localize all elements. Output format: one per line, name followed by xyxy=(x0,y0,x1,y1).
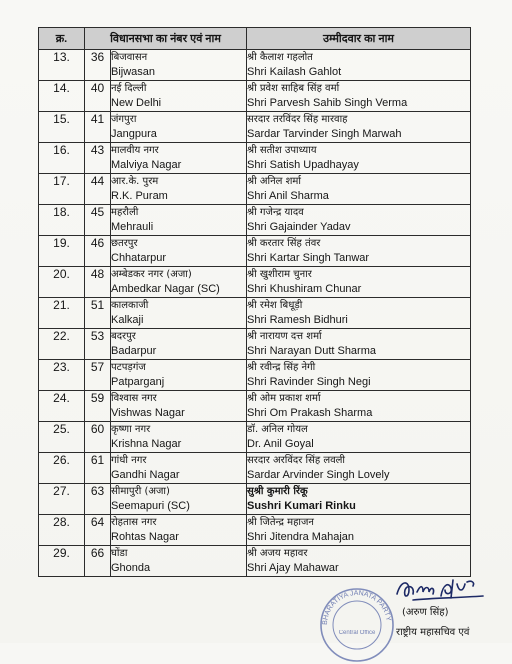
constituency-number: 51 xyxy=(85,298,111,329)
candidate-name-english: Shri Narayan Dutt Sharma xyxy=(247,345,376,357)
constituency-number: 64 xyxy=(85,515,111,546)
candidate-cell xyxy=(247,360,471,391)
constituency-name-hindi: कृष्णा नगर xyxy=(111,424,151,435)
table-row xyxy=(39,515,471,546)
table-row xyxy=(39,391,471,422)
table-row xyxy=(39,360,471,391)
constituency-name-english: Ambedkar Nagar (SC) xyxy=(111,283,220,295)
constituency-name-hindi: आर.के. पुरम xyxy=(111,176,159,187)
candidate-cell xyxy=(247,112,471,143)
constituency-name-english: Jangpura xyxy=(111,128,157,140)
candidate-cell xyxy=(247,267,471,298)
constituency-cell xyxy=(111,329,247,360)
constituency-cell xyxy=(111,112,247,143)
constituency-cell xyxy=(111,143,247,174)
table-row xyxy=(39,236,471,267)
candidate-name-english: Sushri Kumari Rinku xyxy=(247,500,356,512)
constituency-name-english: Bijwasan xyxy=(111,66,156,78)
constituency-number: 45 xyxy=(85,205,111,236)
candidate-cell xyxy=(247,546,471,577)
constituency-number: 63 xyxy=(85,484,111,515)
constituency-cell xyxy=(111,391,247,422)
serial-number: 24. xyxy=(39,391,85,422)
constituency-cell xyxy=(111,453,247,484)
candidate-name-hindi: श्री प्रवेश साहिब सिंह वर्मा xyxy=(247,83,340,94)
constituency-number: 41 xyxy=(85,112,111,143)
candidate-cell xyxy=(247,205,471,236)
table-row xyxy=(39,298,471,329)
candidate-name-hindi: श्री करतार सिंह तंवर xyxy=(247,238,321,249)
serial-number: 25. xyxy=(39,422,85,453)
candidate-name-hindi: श्री ओम प्रकाश शर्मा xyxy=(247,393,321,404)
constituency-name-english: R.K. Puram xyxy=(111,190,168,202)
serial-number: 29. xyxy=(39,546,85,577)
constituency-name-english: Patparganj xyxy=(111,376,165,388)
serial-number: 14. xyxy=(39,81,85,112)
signer-name: (अरुण सिंह) xyxy=(402,607,449,618)
constituency-name-english: New Delhi xyxy=(111,97,162,109)
candidate-cell xyxy=(247,236,471,267)
candidate-name-english: Shri Ajay Mahawar xyxy=(247,562,339,574)
candidate-cell xyxy=(247,422,471,453)
constituency-name-english: Gandhi Nagar xyxy=(111,469,180,481)
serial-number: 18. xyxy=(39,205,85,236)
constituency-cell xyxy=(111,484,247,515)
serial-number: 19. xyxy=(39,236,85,267)
candidate-name-hindi: श्री जितेन्द्र महाजन xyxy=(247,517,314,528)
party-seal xyxy=(318,586,396,664)
candidate-name-english: Shri Gajainder Yadav xyxy=(247,221,351,233)
table-row xyxy=(39,453,471,484)
table-row xyxy=(39,174,471,205)
candidate-cell xyxy=(247,515,471,546)
serial-number: 26. xyxy=(39,453,85,484)
constituency-name-hindi: सीमापुरी (अजा) xyxy=(111,486,170,497)
constituency-name-hindi: पटपड़गंज xyxy=(111,362,146,373)
constituency-name-english: Badarpur xyxy=(111,345,157,357)
constituency-name-english: Seemapuri (SC) xyxy=(111,500,190,512)
table-row xyxy=(39,50,471,81)
candidate-name-english: Shri Ramesh Bidhuri xyxy=(247,314,348,326)
constituency-cell xyxy=(111,205,247,236)
constituency-number: 48 xyxy=(85,267,111,298)
constituency-name-english: Vishwas Nagar xyxy=(111,407,185,419)
constituency-name-hindi: रोहतास नगर xyxy=(111,517,157,528)
seal-ring-text: BHARATIYA JANATA PARTY xyxy=(321,589,392,626)
serial-number: 17. xyxy=(39,174,85,205)
candidate-name-hindi: श्री खुशीराम चुनार xyxy=(247,269,312,280)
seal-inner-text: Central Office xyxy=(338,630,376,636)
constituency-name-hindi: जंगपुरा xyxy=(111,114,137,125)
candidate-cell xyxy=(247,174,471,205)
constituency-name-hindi: मालवीय नगर xyxy=(111,145,159,156)
constituency-name-english: Kalkaji xyxy=(111,314,144,326)
candidate-name-english: Shri Satish Upadhayay xyxy=(247,159,359,171)
constituency-name-hindi: घोंडा xyxy=(111,548,128,559)
constituency-name-hindi: कालकाजी xyxy=(111,300,149,311)
constituency-number: 44 xyxy=(85,174,111,205)
serial-number: 16. xyxy=(39,143,85,174)
constituency-name-hindi: बदरपुर xyxy=(111,331,136,342)
table-row xyxy=(39,267,471,298)
table-row xyxy=(39,205,471,236)
constituency-name-hindi: महरौली xyxy=(111,207,139,218)
constituency-number: 59 xyxy=(85,391,111,422)
constituency-cell xyxy=(111,298,247,329)
table-row xyxy=(39,484,471,515)
constituency-name-hindi: अम्बेडकर नगर (अजा) xyxy=(111,269,192,280)
candidate-name-english: Shri Ravinder Singh Negi xyxy=(247,376,371,388)
candidate-name-hindi: श्री नारायण दत्त शर्मा xyxy=(247,331,322,342)
constituency-cell xyxy=(111,174,247,205)
candidate-cell xyxy=(247,143,471,174)
constituency-cell xyxy=(111,267,247,298)
constituency-cell xyxy=(111,50,247,81)
constituency-name-english: Rohtas Nagar xyxy=(111,531,179,543)
candidate-name-hindi: सरदार तरविंदर सिंह मारवाह xyxy=(247,114,348,125)
constituency-name-english: Mehrauli xyxy=(111,221,154,233)
candidate-cell xyxy=(247,50,471,81)
candidate-name-english: Shri Kailash Gahlot xyxy=(247,66,342,78)
table-row xyxy=(39,546,471,577)
constituency-cell xyxy=(111,422,247,453)
constituency-cell xyxy=(111,546,247,577)
constituency-cell xyxy=(111,81,247,112)
candidate-cell xyxy=(247,391,471,422)
candidate-name-hindi: सुश्री कुमारी रिंकू xyxy=(247,486,308,497)
constituency-number: 40 xyxy=(85,81,111,112)
svg-text:BHARATIYA JANATA PARTY xyxy=(322,590,392,625)
candidate-name-hindi: श्री कैलाश गहलोत xyxy=(247,52,313,63)
serial-number: 22. xyxy=(39,329,85,360)
constituency-cell xyxy=(111,515,247,546)
candidate-name-hindi: श्री अनिल शर्मा xyxy=(247,176,301,187)
constituency-cell xyxy=(111,360,247,391)
table-body xyxy=(39,50,471,577)
constituency-name-hindi: छतरपुर xyxy=(111,238,138,249)
serial-number: 15. xyxy=(39,112,85,143)
constituency-name-english: Krishna Nagar xyxy=(111,438,182,450)
constituency-name-english: Ghonda xyxy=(111,562,151,574)
candidate-name-english: Sardar Arvinder Singh Lovely xyxy=(247,469,390,481)
serial-number: 27. xyxy=(39,484,85,515)
constituency-number: 66 xyxy=(85,546,111,577)
candidate-table xyxy=(38,27,471,577)
candidate-cell xyxy=(247,81,471,112)
constituency-name-hindi: विश्वास नगर xyxy=(111,393,157,404)
constituency-name-hindi: नई दिल्ली xyxy=(111,83,147,94)
table-row xyxy=(39,143,471,174)
candidate-cell xyxy=(247,484,471,515)
candidate-cell xyxy=(247,329,471,360)
header-serial: क्र. xyxy=(39,28,85,50)
constituency-name-hindi: बिजवासन xyxy=(111,52,148,63)
candidate-name-english: Shri Anil Sharma xyxy=(247,190,329,202)
candidate-name-hindi: सरदार अरविंदर सिंह लवली xyxy=(247,455,346,466)
table-row xyxy=(39,422,471,453)
table-row xyxy=(39,81,471,112)
constituency-number: 57 xyxy=(85,360,111,391)
constituency-number: 43 xyxy=(85,143,111,174)
candidate-name-english: Shri Jitendra Mahajan xyxy=(247,531,355,543)
handwritten-signature xyxy=(393,574,488,604)
candidate-name-hindi: श्री सतीश उपाध्याय xyxy=(247,145,317,156)
header-constituency: विधानसभा का नंबर एवं नाम xyxy=(85,28,247,50)
table-row xyxy=(39,112,471,143)
header-candidate: उम्मीदवार का नाम xyxy=(247,28,471,50)
table-row xyxy=(39,329,471,360)
candidate-name-hindi: श्री गजेन्द्र यादव xyxy=(247,207,304,218)
constituency-name-english: Chhatarpur xyxy=(111,252,167,264)
table-header-row xyxy=(39,28,471,50)
serial-number: 23. xyxy=(39,360,85,391)
serial-number: 28. xyxy=(39,515,85,546)
constituency-number: 53 xyxy=(85,329,111,360)
signer-designation: राष्ट्रीय महासचिव एवं xyxy=(396,627,470,638)
constituency-name-english: Malviya Nagar xyxy=(111,159,182,171)
candidate-name-english: Shri Khushiram Chunar xyxy=(247,283,362,295)
candidate-cell xyxy=(247,453,471,484)
constituency-number: 61 xyxy=(85,453,111,484)
candidate-name-hindi: श्री रमेश बिधूड़ी xyxy=(247,300,303,311)
constituency-number: 36 xyxy=(85,50,111,81)
candidate-name-hindi: श्री अजय महावर xyxy=(247,548,308,559)
candidate-name-english: Dr. Anil Goyal xyxy=(247,438,314,450)
serial-number: 21. xyxy=(39,298,85,329)
candidate-name-hindi: डॉ. अनिल गोयल xyxy=(247,424,308,435)
candidate-name-english: Shri Om Prakash Sharma xyxy=(247,407,373,419)
candidate-cell xyxy=(247,298,471,329)
serial-number: 20. xyxy=(39,267,85,298)
serial-number: 13. xyxy=(39,50,85,81)
constituency-name-hindi: गांधी नगर xyxy=(111,455,147,466)
constituency-number: 60 xyxy=(85,422,111,453)
candidate-name-hindi: श्री रवीन्द्र सिंह नेगी xyxy=(247,362,316,373)
candidate-name-english: Shri Kartar Singh Tanwar xyxy=(247,252,370,264)
candidate-name-english: Sardar Tarvinder Singh Marwah xyxy=(247,128,402,140)
constituency-cell xyxy=(111,236,247,267)
candidate-name-english: Shri Parvesh Sahib Singh Verma xyxy=(247,97,408,109)
constituency-number: 46 xyxy=(85,236,111,267)
